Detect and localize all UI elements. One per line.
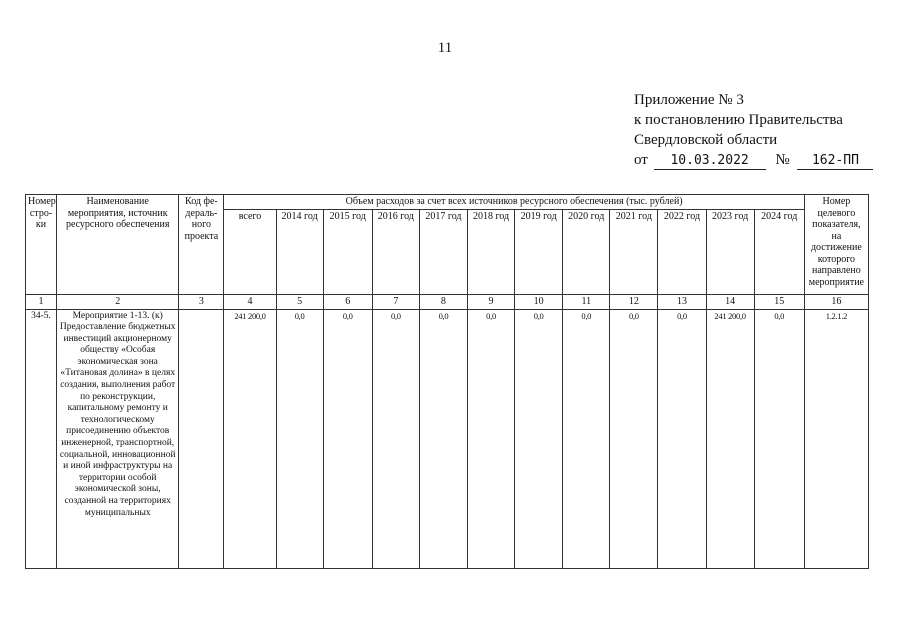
federal-project-code [179, 309, 224, 568]
header-year: 2019 год [515, 210, 563, 295]
total-value: 241 200,0 [224, 309, 276, 568]
year-value: 0,0 [658, 309, 706, 568]
column-number: 6 [323, 295, 372, 310]
header-volume: Объем расходов за счет всех источников ресурсного обеспечения (тыс. рублей) [224, 195, 804, 210]
column-number: 9 [467, 295, 514, 310]
table-row [26, 309, 869, 568]
column-number: 3 [179, 295, 224, 310]
column-number: 16 [804, 295, 868, 310]
column-number: 12 [610, 295, 658, 310]
header-year: 2015 год [323, 210, 372, 295]
header-year: 2024 год [754, 210, 804, 295]
year-value: 241 200,0 [706, 309, 754, 568]
expenditure-table [25, 194, 869, 569]
header-year: 2023 год [706, 210, 754, 295]
column-number-row [26, 295, 869, 310]
year-value: 0,0 [563, 309, 610, 568]
column-number: 5 [276, 295, 323, 310]
header-year: 2022 год [658, 210, 706, 295]
column-number: 8 [419, 295, 467, 310]
header-target: Номер целевого показателя, на достижение которого направлено мероприятие [804, 195, 868, 295]
measure-name: Мероприятие 1-13. (к) Предоставление бюджетных инвестиций акционерному обществу «Особая экономическая зона «Титановая долина» в целях создания, выполнения работ по реконструкции, капитальному ремонту и технологическому присоединению объектов инженерной, транспортной, социальной, инновационной и иной инфраструктуры на территории особой экономической зоны, созданной на территориях муниципальных [57, 309, 179, 568]
column-number: 7 [372, 295, 419, 310]
from-label: от [634, 152, 648, 168]
number-label: № [775, 152, 790, 168]
year-value: 0,0 [610, 309, 658, 568]
appendix-date-line [634, 150, 873, 170]
year-value: 0,0 [372, 309, 419, 568]
header-year: 2016 год [372, 210, 419, 295]
year-value: 0,0 [754, 309, 804, 568]
column-number: 2 [57, 295, 179, 310]
column-number: 15 [754, 295, 804, 310]
year-value: 0,0 [276, 309, 323, 568]
column-number: 4 [224, 295, 276, 310]
header-year: 2021 год [610, 210, 658, 295]
column-number: 11 [563, 295, 610, 310]
header-year: 2020 год [563, 210, 610, 295]
header-row-number: Номер стро-ки [26, 195, 57, 295]
column-number: 14 [706, 295, 754, 310]
header-year: 2017 год [419, 210, 467, 295]
page-number: 11 [437, 40, 453, 56]
appendix-region-line: Свердловской области [634, 132, 778, 148]
header-year: 2014 год [276, 210, 323, 295]
appendix-header [634, 90, 873, 170]
target-indicator: 1.2.1.2 [804, 309, 868, 568]
appendix-title: Приложение № 3 [634, 92, 744, 108]
appendix-resolution-line: к постановлению Правительства [634, 112, 843, 128]
header-name: Наименование мероприятия, источник ресурсного обеспечения [57, 195, 179, 295]
column-number: 10 [515, 295, 563, 310]
year-value: 0,0 [467, 309, 514, 568]
year-value: 0,0 [419, 309, 467, 568]
year-value: 0,0 [323, 309, 372, 568]
column-number: 1 [26, 295, 57, 310]
header-code: Код фе-дераль-ного проекта [179, 195, 224, 295]
resolution-number: 162-ПП [797, 153, 873, 170]
column-number: 13 [658, 295, 706, 310]
header-total: всего [224, 210, 276, 295]
resolution-date: 10.03.2022 [654, 153, 766, 170]
row-number: 34-5. [26, 309, 57, 568]
header-year: 2018 год [467, 210, 514, 295]
year-value: 0,0 [515, 309, 563, 568]
